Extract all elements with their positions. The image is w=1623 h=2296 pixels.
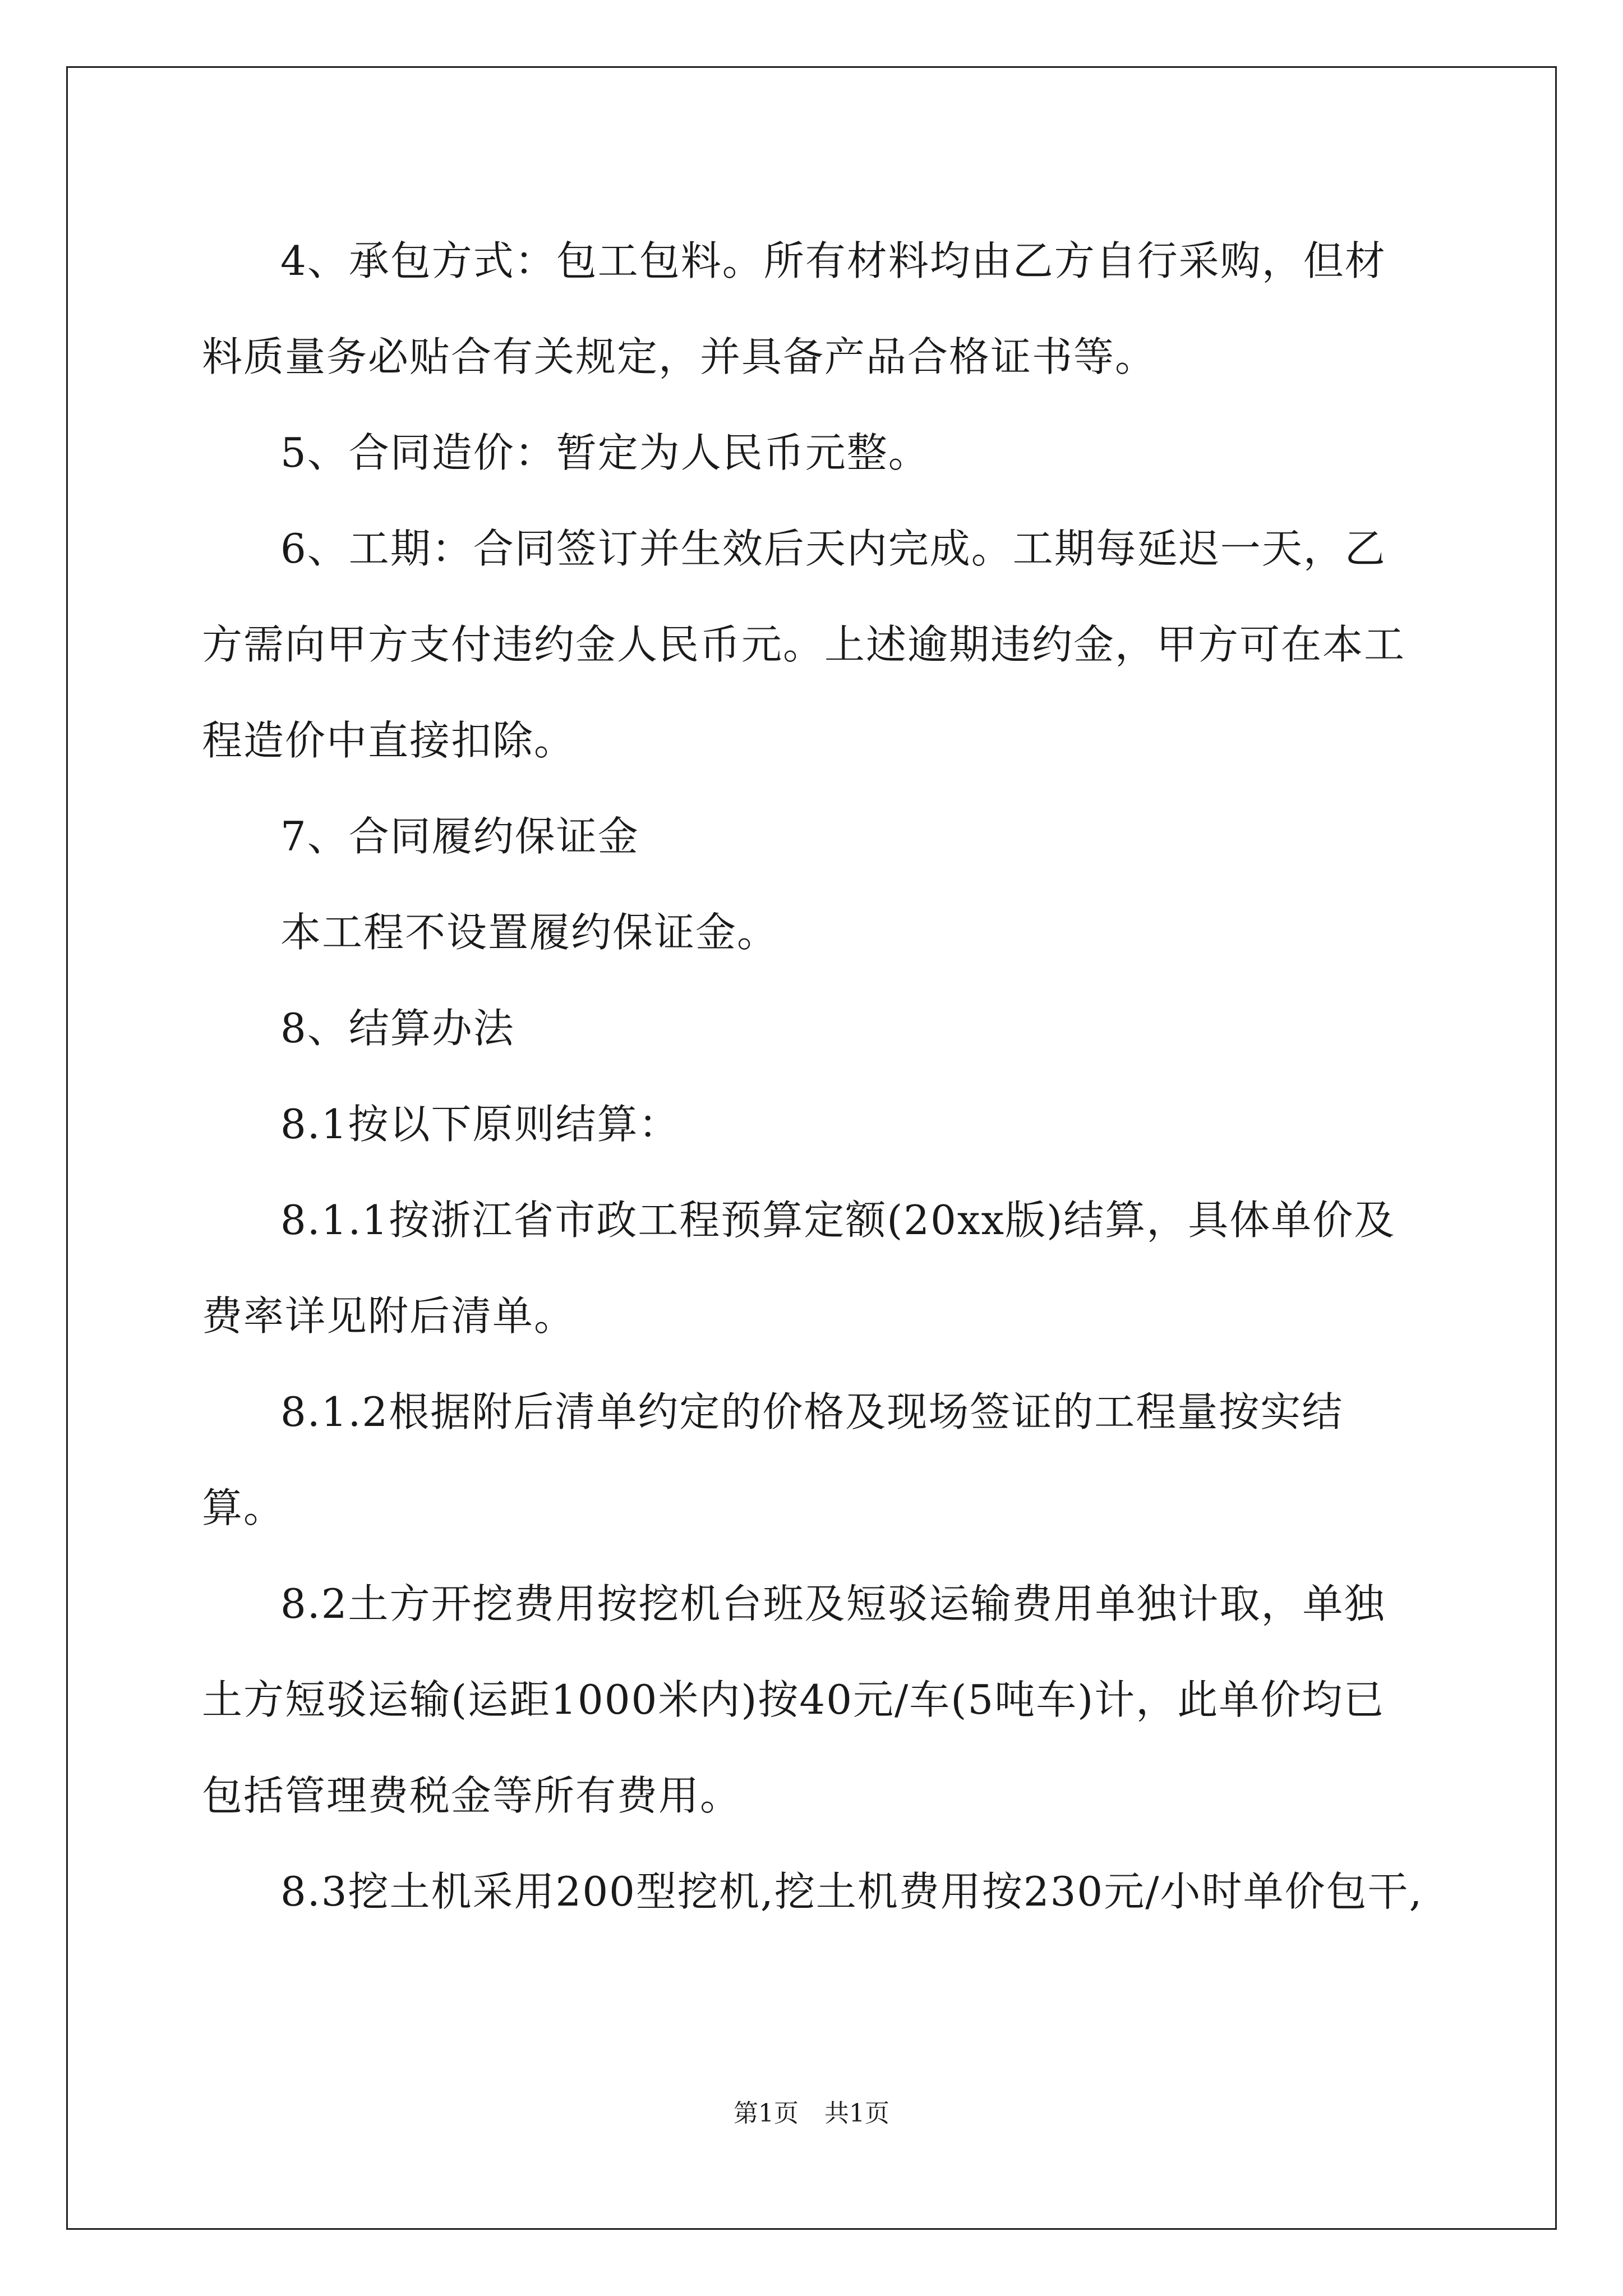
paragraph-contract-price: 5、合同造价：暂定为人民币元整。 xyxy=(280,429,930,476)
page-number-current: 第1页 xyxy=(734,2099,799,2128)
paragraph-performance-bond-heading: 7、合同履约保证金 xyxy=(280,813,639,860)
paragraph-settlement-8-1: 8.1按以下原则结算： xyxy=(280,1101,680,1148)
paragraph-settlement-8-1-2: 8.1.2根据附后清单约定的价格及现场签证的工程量按实结算。 xyxy=(202,1388,1344,1531)
paragraph-settlement-8-3: 8.3挖土机采用200型挖机,挖土机费用按230元/小时单价包干, xyxy=(280,1868,1423,1915)
paragraph-contract-method: 4、承包方式：包工包料。所有材料均由乙方自行采购，但材料质量务必贴合有关规定，并具备产品合格证书等。 xyxy=(202,237,1386,380)
page-footer xyxy=(0,2097,1623,2131)
paragraph-schedule: 6、工期：合同签订并生效后天内完成。工期每延迟一天，乙方需向甲方支付违约金人民币元。上述逾期违约金，甲方可在本工程造价中直接扣除。 xyxy=(202,525,1406,764)
document-body xyxy=(202,213,1424,1940)
paragraph-settlement-8-2: 8.2土方开挖费用按挖机台班及短驳运输费用单独计取，单独土方短驳运输(运距1000米内)按40元/车(5吨车)计，此单价均已包括管理费税金等所有费用。 xyxy=(202,1580,1386,1819)
page-number-total: 共1页 xyxy=(824,2099,889,2128)
paragraph-settlement-8-1-1: 8.1.1按浙江省市政工程预算定额(20xx版)结算，具体单价及费率详见附后清单。 xyxy=(202,1197,1396,1340)
paragraph-settlement-heading: 8、结算办法 xyxy=(280,1005,515,1052)
paragraph-performance-bond: 本工程不设置履约保证金。 xyxy=(280,909,779,956)
